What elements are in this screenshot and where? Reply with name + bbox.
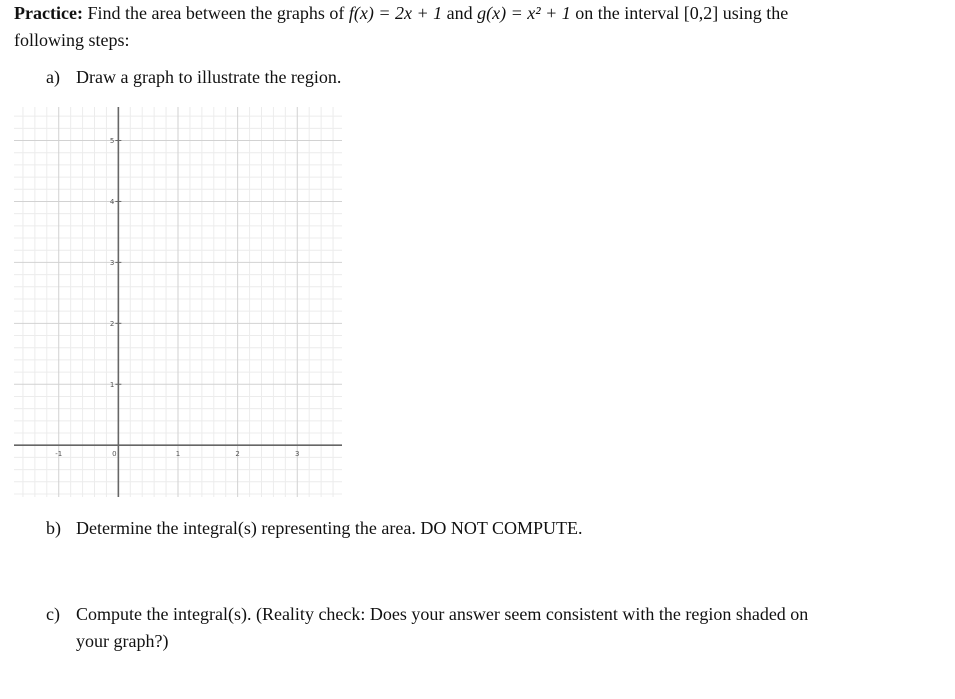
practice-label: Practice:: [14, 3, 83, 23]
part-c: [46, 601, 926, 655]
problem-statement: [14, 0, 934, 54]
problem-line-2: following steps:: [14, 30, 130, 50]
problem-text-2: and: [442, 3, 478, 23]
coordinate-grid[interactable]: [14, 107, 342, 497]
part-c-text-cont: your graph?): [76, 631, 169, 651]
part-a: [46, 64, 926, 91]
y-tick-label: 5: [109, 137, 115, 146]
part-b-text: Determine the integral(s) representing the area. DO NOT COMPUTE.: [76, 518, 583, 538]
f-expression: f(x) = 2x + 1: [348, 3, 443, 23]
part-c-label: c): [46, 604, 60, 624]
x-tick-label: 3: [295, 450, 300, 459]
y-tick-label: 1: [109, 380, 115, 389]
part-b-label: b): [46, 518, 61, 538]
y-tick-label: 4: [109, 197, 115, 206]
part-a-text: Draw a graph to illustrate the region.: [76, 67, 342, 87]
g-expression: g(x) = x² + 1: [477, 3, 571, 23]
part-b: [46, 515, 926, 542]
x-tick-label: 1: [175, 450, 181, 459]
x-tick-label: -1: [55, 450, 63, 459]
part-c-text: Compute the integral(s). (Reality check: Does your answer seem consistent with the region shaded on: [76, 604, 809, 624]
problem-text-3: on the interval [0,2] using the: [570, 3, 789, 23]
y-tick-label: 3: [109, 258, 115, 267]
x-tick-label: 0: [112, 450, 117, 459]
x-tick-label: 2: [235, 450, 240, 459]
part-a-label: a): [46, 67, 60, 87]
y-tick-label: 2: [109, 319, 115, 328]
problem-text-1: Find the area between the graphs of: [82, 3, 349, 23]
